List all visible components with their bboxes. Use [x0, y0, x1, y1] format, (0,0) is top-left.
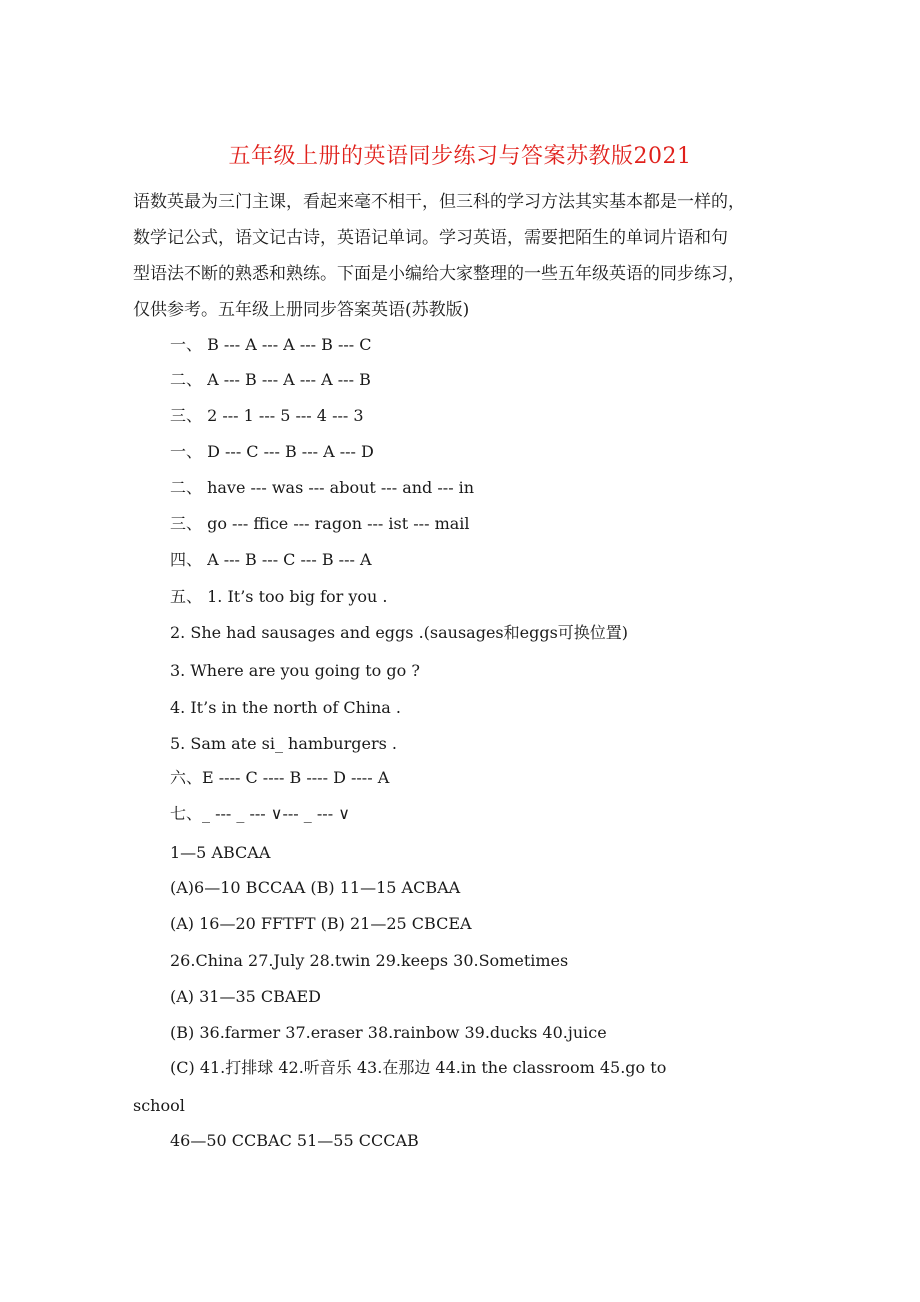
answer-line: (C) 41.打排球 42.听音乐 43.在那边 44.in the classroom 45.go to [170, 1058, 667, 1077]
answer-line: (B) 36.farmer 37.eraser 38.rainbow 39.ducks 40.juice [170, 1023, 607, 1042]
answer-line: 4. It’s in the north of China . [170, 698, 402, 717]
answer-line: 六、E ---- C ---- B ---- D ---- A [170, 768, 390, 787]
answer-line: 一、 D --- C --- B --- A --- D [170, 442, 374, 461]
intro-line: 语数英最为三门主课，看起来毫不相干，但三科的学习方法其实基本都是一样的， [133, 192, 745, 212]
answer-line: 三、 2 --- 1 --- 5 --- 4 --- 3 [170, 406, 364, 425]
answer-line-continuation: school [133, 1096, 185, 1115]
answer-line: 二、 have --- was --- about --- and --- in [170, 478, 475, 497]
answer-line: 二、 A --- B --- A --- A --- B [170, 370, 371, 389]
answer-line: 3. Where are you going to go ? [170, 661, 420, 680]
answer-line: 1—5 ABCAA [170, 843, 271, 862]
answer-line: 七、_ --- _ --- ∨--- _ --- ∨ [170, 804, 350, 823]
answer-line: (A) 31—35 CBAED [170, 987, 321, 1006]
intro-line: 数学记公式，语文记古诗，英语记单词。学习英语，需要把陌生的单词片语和句 [133, 228, 728, 248]
answer-line: (A)6—10 BCCAA (B) 11—15 ACBAA [170, 878, 461, 897]
answer-line: 46—50 CCBAC 51—55 CCCAB [170, 1131, 419, 1150]
intro-line: 仅供参考。五年级上册同步答案英语(苏教版) [133, 300, 470, 320]
intro-paragraph [133, 184, 803, 328]
answer-line: 四、 A --- B --- C --- B --- A [170, 550, 372, 569]
document-title: 五年级上册的英语同步练习与答案苏教版2021 [228, 144, 692, 169]
answer-line: 一、 B --- A --- A --- B --- C [170, 335, 372, 354]
answer-line: 五、 1. It’s too big for you . [170, 587, 388, 606]
answer-line: 26.China 27.July 28.twin 29.keeps 30.Sometimes [170, 951, 569, 970]
answer-line: (A) 16—20 FFTFT (B) 21—25 CBCEA [170, 914, 472, 933]
answer-line: 5. Sam ate si_ hamburgers . [170, 734, 397, 753]
intro-line: 型语法不断的熟悉和熟练。下面是小编给大家整理的一些五年级英语的同步练习， [133, 264, 745, 284]
answer-line: 三、 go --- ffice --- ragon --- ist --- mail [170, 514, 470, 533]
answer-line: 2. She had sausages and eggs .(sausages和eggs可换位置) [170, 623, 629, 642]
